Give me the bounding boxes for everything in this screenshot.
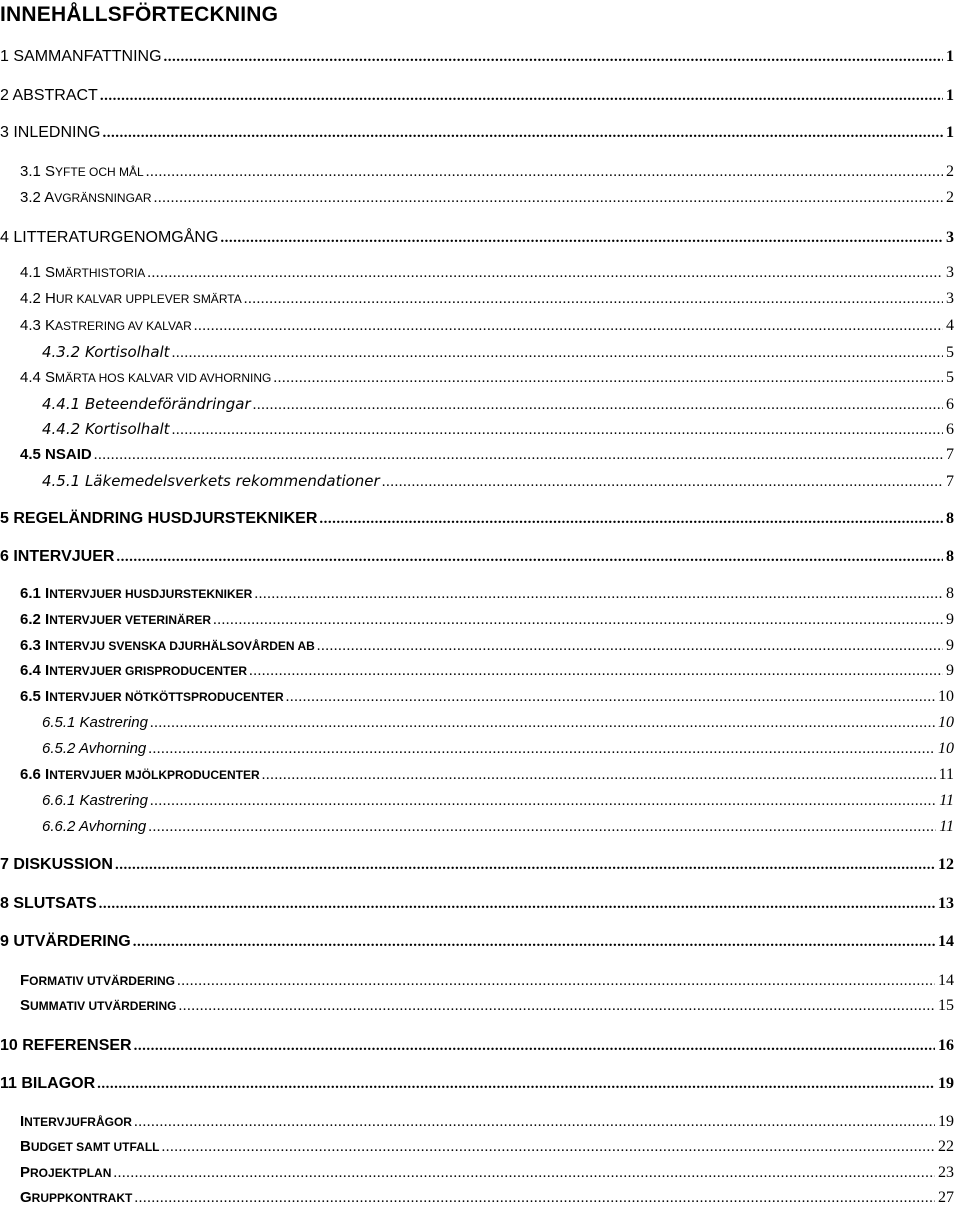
toc-entry-text: Kortisolhalt (84, 343, 170, 361)
toc-entry-label (20, 764, 260, 786)
toc-page-number: 11 (939, 792, 954, 809)
toc-dot-leader (134, 1111, 935, 1133)
toc-page-number: 7 (946, 473, 954, 490)
toc-entry-text: BILAGOR (21, 1075, 96, 1092)
toc-entry-label (20, 262, 145, 284)
toc-page-number: 23 (938, 1164, 954, 1181)
toc-page-number: 3 (946, 229, 954, 246)
toc-entry-smallcaps: MÄRTHISTORIA (55, 266, 146, 280)
toc-entry-number: 4.4.1 (42, 395, 81, 413)
toc-entry-number: 4 (0, 229, 9, 246)
toc-entry-text: Läkemedelsverkets rekommendationer (84, 472, 380, 490)
toc-page-number: 6 (946, 421, 954, 438)
toc-entry-label (0, 85, 98, 107)
toc-entry-smallcaps: UR KALVAR UPPLEVER SMÄRTA (55, 292, 242, 306)
toc-dot-leader (113, 1162, 935, 1184)
toc-page-number: 15 (938, 997, 954, 1014)
toc-entry[interactable] (0, 85, 954, 107)
toc-dot-leader (148, 816, 936, 838)
toc-entry-smallcaps: NTERVJU SVENSKA DJURHÄLSOVÅRDEN AB (49, 639, 315, 653)
toc-entry[interactable] (20, 1187, 954, 1209)
toc-entry-text: Kastrering (79, 714, 148, 731)
toc-entry-smallcaps: YFTE OCH MÅL (55, 165, 144, 179)
toc-entry[interactable] (0, 1073, 954, 1095)
toc-entry-text: B (20, 1138, 31, 1155)
toc-dot-leader (154, 187, 943, 209)
toc-dot-leader (100, 85, 943, 107)
toc-entry[interactable] (20, 1136, 954, 1158)
toc-page-number: 4 (946, 317, 954, 334)
toc-entry-label (20, 1162, 111, 1184)
toc-page-number: 13 (938, 895, 954, 912)
toc-dot-leader (150, 790, 936, 812)
toc-dot-leader (172, 342, 943, 364)
toc-entry-text: I (45, 637, 50, 654)
toc-dot-leader (97, 1073, 935, 1095)
toc-page-number: 2 (946, 163, 954, 180)
toc-entry-text: F (20, 972, 30, 989)
toc-entry[interactable] (42, 470, 954, 492)
toc-entry[interactable] (42, 790, 954, 812)
toc-entry-text: A (44, 189, 55, 206)
toc-dot-leader (147, 262, 943, 284)
toc-entry-number: 9 (0, 933, 9, 950)
toc-entry-number: 3.1 (20, 163, 41, 180)
toc-entry-label (20, 686, 284, 708)
toc-page-number: 9 (946, 637, 954, 654)
toc-entry[interactable] (0, 931, 954, 953)
toc-entry[interactable] (42, 341, 954, 363)
toc-entry[interactable] (20, 187, 954, 209)
toc-entry-text: I (45, 585, 50, 602)
toc-entry-label (0, 546, 114, 568)
toc-entry-smallcaps: NTERVJUER HUSDJURSTEKNIKER (49, 587, 253, 601)
toc-entry-smallcaps: ASTRERING AV KALVAR (55, 319, 192, 333)
toc-page-number: 2 (946, 189, 954, 206)
toc-entry-label (20, 315, 192, 337)
toc-entry-smallcaps: NTERVJUER VETERINÄRER (49, 613, 212, 627)
toc-entry-label (0, 931, 131, 953)
toc-dot-leader (164, 46, 943, 68)
toc-entry[interactable] (42, 738, 954, 760)
toc-page-number: 7 (946, 446, 954, 463)
toc-entry-text: ABSTRACT (12, 87, 98, 104)
toc-dot-leader (273, 367, 943, 389)
toc-entry-number: 6.5.2 (42, 740, 76, 757)
toc-entry[interactable] (0, 227, 954, 249)
toc-entry[interactable] (20, 288, 954, 310)
toc-entry-label (20, 583, 252, 605)
toc-entry-label (20, 609, 211, 631)
toc-entry-text: REGELÄNDRING HUSDJURSTEKNIKER (13, 510, 318, 527)
toc-dot-leader (249, 660, 943, 682)
toc-entry[interactable] (0, 508, 954, 530)
toc-dot-leader (116, 546, 943, 568)
toc-page-number: 11 (938, 766, 954, 783)
toc-entry-smallcaps: NTERVJUER GRISPRODUCENTER (49, 664, 248, 678)
toc-entry-number: 11 (0, 1075, 17, 1092)
toc-entry-label (42, 790, 148, 812)
toc-entry-number: 7 (0, 856, 9, 873)
toc-entry-label (20, 288, 242, 310)
toc-page-number: 3 (946, 264, 954, 281)
toc-entry-label (42, 341, 170, 363)
toc-entry[interactable] (0, 854, 954, 876)
toc-entry-label (20, 1187, 132, 1209)
toc-entry[interactable] (20, 686, 954, 708)
toc-page-number: 27 (938, 1189, 954, 1206)
toc-entry-smallcaps: RUPPKONTRAKT (31, 1191, 133, 1205)
toc-entry-label (20, 1136, 160, 1158)
toc-entry-smallcaps: UDGET SAMT UTFALL (30, 1140, 160, 1154)
toc-dot-leader (150, 712, 935, 734)
toc-entry-text: I (20, 1113, 25, 1130)
toc-entry-label (0, 893, 97, 915)
toc-entry-text: Avhorning (79, 740, 147, 757)
toc-page-number: 8 (946, 585, 954, 602)
toc-entry-label (20, 187, 152, 209)
toc-entry[interactable] (0, 893, 954, 915)
toc-dot-leader (177, 970, 935, 992)
toc-entry-text: H (45, 290, 56, 307)
toc-entry-smallcaps: NTERVJUFRÅGOR (24, 1115, 132, 1129)
toc-entry[interactable] (20, 764, 954, 786)
toc-page-number: 14 (938, 972, 954, 989)
toc-entry-number: 3 (0, 124, 9, 141)
toc-entry-text: Kortisolhalt (84, 420, 170, 438)
toc-entry-label (0, 1073, 95, 1095)
toc-entry-text: K (45, 317, 56, 334)
toc-entry-label (20, 444, 92, 466)
toc-page-number: 8 (946, 510, 954, 527)
toc-entry-text: S (45, 369, 56, 386)
toc-entry[interactable] (20, 367, 954, 389)
toc-entry-number: 5 (0, 510, 9, 527)
toc-page-number: 19 (938, 1075, 954, 1092)
toc-entry-number: 4.1 (20, 264, 41, 281)
toc-entry-number: 6.1 (20, 585, 41, 602)
toc-entry[interactable] (20, 161, 954, 183)
toc-entry-label (0, 508, 317, 530)
toc-entry-label (20, 970, 175, 992)
toc-entry-number: 2 (0, 87, 9, 104)
toc-entry-text: DISKUSSION (13, 856, 113, 873)
toc-page-number: 3 (946, 290, 954, 307)
toc-page-number: 10 (938, 740, 954, 757)
toc-dot-leader (133, 931, 935, 953)
toc-entry-number: 6.3 (20, 637, 41, 654)
toc-entry-label (0, 46, 162, 68)
toc-page-number: 1 (946, 87, 954, 104)
toc-page-number: 10 (938, 688, 954, 705)
toc-dot-leader (134, 1187, 935, 1209)
toc-entry-number: 8 (0, 895, 9, 912)
toc-entry-label (0, 1035, 132, 1057)
toc-entry-label (20, 1111, 132, 1133)
toc-dot-leader (172, 419, 943, 441)
toc-page-number: 1 (946, 124, 954, 141)
toc-dot-leader (382, 471, 943, 493)
toc-entry[interactable] (20, 970, 954, 992)
toc-entry[interactable] (20, 635, 954, 657)
toc-dot-leader (213, 609, 943, 631)
toc-page-number: 5 (946, 344, 954, 361)
toc-dot-leader (146, 161, 943, 183)
toc-entry-text: S (45, 264, 56, 281)
toc-dot-leader (253, 394, 943, 416)
toc-entry-number: 3.2 (20, 189, 41, 206)
toc-page-number: 10 (938, 714, 954, 731)
toc-page-number: 1 (946, 48, 954, 65)
toc-entry-number: 4.5.1 (42, 472, 81, 490)
toc-entry[interactable] (0, 46, 954, 68)
toc-page-number: 9 (946, 611, 954, 628)
toc-entry-label (20, 635, 315, 657)
toc-entry-text: LITTERATURGENOMGÅNG (13, 229, 219, 246)
toc-entry-number: 4.3.2 (42, 343, 81, 361)
toc-entry-number: 6.6.2 (42, 818, 76, 835)
toc-entry-text: Beteendeförändringar (84, 395, 251, 413)
toc-page-number: 16 (938, 1037, 954, 1054)
toc-entry[interactable] (0, 122, 954, 144)
toc-entry[interactable] (20, 1162, 954, 1184)
toc-entry-text: NSAID (45, 446, 92, 463)
toc-entry-text: I (45, 611, 50, 628)
toc-entry[interactable] (20, 315, 954, 337)
toc-entry-label (20, 660, 247, 682)
toc-dot-leader (94, 444, 943, 466)
toc-entry-text: Kastrering (79, 792, 148, 809)
toc-entry-number: 6.4 (20, 662, 41, 679)
toc-entry[interactable] (0, 546, 954, 568)
toc-entry-text: S (20, 997, 31, 1014)
toc-entry-text: P (20, 1164, 31, 1181)
toc-entry-number: 6.6.1 (42, 792, 76, 809)
toc-dot-leader (254, 583, 943, 605)
toc-dot-leader (115, 854, 935, 876)
toc-entry-label (42, 816, 146, 838)
toc-page-number: 8 (946, 548, 954, 565)
toc-page-number: 11 (939, 818, 954, 835)
toc-entry-label (42, 738, 146, 760)
toc-entry[interactable] (20, 995, 954, 1017)
toc-entry[interactable] (20, 262, 954, 284)
toc-entry-label (20, 367, 271, 389)
toc-page-number: 9 (946, 662, 954, 679)
toc-entry-smallcaps: MÄRTA HOS KALVAR VID AVHORNING (55, 371, 272, 385)
toc-title: INNEHÅLLSFÖRTECKNING (0, 3, 279, 26)
toc-page-number: 19 (938, 1113, 954, 1130)
toc-entry-text: INTERVJUER (13, 548, 115, 565)
toc-entry-smallcaps: NTERVJUER NÖTKÖTTSPRODUCENTER (49, 690, 284, 704)
toc-entry-text: S (45, 163, 56, 180)
toc-dot-leader (178, 995, 935, 1017)
toc-entry-smallcaps: VGRÄNSNINGAR (54, 191, 152, 205)
toc-entry-label (42, 393, 251, 415)
toc-entry[interactable] (20, 1111, 954, 1133)
toc-entry[interactable] (20, 660, 954, 682)
toc-entry[interactable] (42, 712, 954, 734)
toc-dot-leader (162, 1136, 936, 1158)
toc-entry-number: 6.5 (20, 688, 41, 705)
toc-entry-smallcaps: UMMATIV UTVÄRDERING (30, 999, 177, 1013)
toc-entry-label (20, 161, 144, 183)
toc-entry[interactable] (20, 609, 954, 631)
toc-entry-smallcaps: ROJEKTPLAN (30, 1166, 112, 1180)
toc-page-number: 12 (938, 856, 954, 873)
toc-dot-leader (319, 508, 943, 530)
toc-entry-text: I (45, 688, 50, 705)
toc-entry-label (42, 712, 148, 734)
toc-entry-label (0, 122, 100, 144)
toc-entry-text: SLUTSATS (13, 895, 97, 912)
toc-page-number: 22 (938, 1138, 954, 1155)
toc-dot-leader (286, 686, 935, 708)
toc-entry[interactable] (42, 418, 954, 440)
toc-entry-number: 4.2 (20, 290, 41, 307)
toc-entry-label (20, 995, 176, 1017)
toc-entry-number: 10 (0, 1037, 18, 1054)
toc-entry-text: I (45, 662, 50, 679)
toc-entry[interactable] (20, 444, 954, 466)
toc-dot-leader (99, 893, 935, 915)
toc-page-number: 5 (946, 369, 954, 386)
toc-page-number: 14 (938, 933, 954, 950)
toc-dot-leader (262, 764, 936, 786)
toc-entry[interactable] (20, 583, 954, 605)
toc-entry-label (0, 227, 218, 249)
toc-entry-number: 4.3 (20, 317, 41, 334)
toc-entry[interactable] (0, 1035, 954, 1057)
toc-dot-leader (244, 288, 943, 310)
toc-dot-leader (194, 315, 943, 337)
toc-entry[interactable] (42, 393, 954, 415)
toc-entry-text: Avhorning (79, 818, 147, 835)
toc-entry[interactable] (42, 816, 954, 838)
toc-entry-text: UTVÄRDERING (13, 933, 131, 950)
toc-dot-leader (102, 122, 943, 144)
toc-entry-number: 6.2 (20, 611, 41, 628)
toc-page-number: 6 (946, 396, 954, 413)
toc-entry-text: G (20, 1189, 32, 1206)
toc-entry-text: I (45, 766, 50, 783)
toc-entry-label (42, 470, 380, 492)
toc-entry-number: 4.4.2 (42, 420, 81, 438)
toc-entry-text: INLEDNING (13, 124, 101, 141)
toc-dot-leader (317, 635, 943, 657)
toc-entry-smallcaps: ORMATIV UTVÄRDERING (29, 974, 175, 988)
toc-entry-number: 4.4 (20, 369, 41, 386)
toc-entry-number: 1 (0, 48, 9, 65)
toc-entry-label (0, 854, 113, 876)
toc-dot-leader (134, 1035, 935, 1057)
toc-entry-number: 6.5.1 (42, 714, 76, 731)
toc-entry-text: SAMMANFATTNING (13, 48, 162, 65)
toc-entry-smallcaps: NTERVJUER MJÖLKPRODUCENTER (49, 768, 260, 782)
toc-entry-text: REFERENSER (22, 1037, 132, 1054)
toc-dot-leader (148, 738, 935, 760)
toc-entry-number: 6.6 (20, 766, 41, 783)
toc-entry-label (42, 418, 170, 440)
toc-dot-leader (220, 227, 943, 249)
toc-entry-number: 4.5 (20, 446, 41, 463)
toc-entry-number: 6 (0, 548, 9, 565)
